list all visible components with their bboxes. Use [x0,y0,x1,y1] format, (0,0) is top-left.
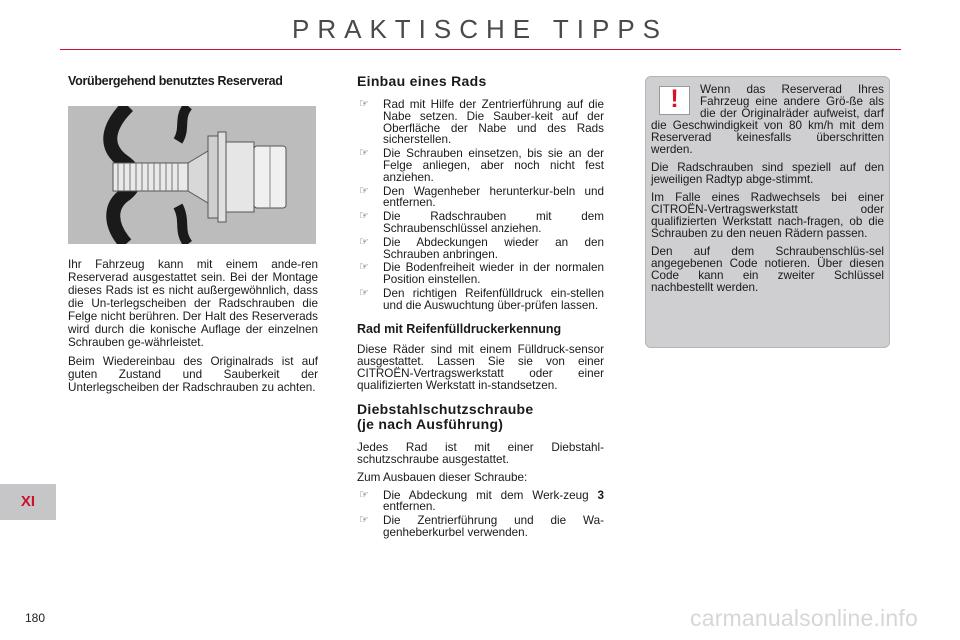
warning-paragraph: Im Falle eines Radwechsels bei einer CITROËN-Vertragswerkstatt oder qualifizierten Werkstatt nach-fragen, ob die Schrauben zu den neuen Rädern passen. [651,191,884,240]
middle-column [357,73,604,541]
list-item: ☞ Die Bodenfreiheit wieder in der normalen Position einstellen. [359,261,604,287]
anti-theft-text: Jedes Rad ist mit einer Diebstahl-schutzschraube ausgestattet. [357,440,604,466]
warning-paragraph: Den auf dem Schraubenschlüs-sel angegebenen Code notieren. Über diesen Code kann ein zweiter Schlüssel nachbestellt werden. [651,245,884,294]
pointing-hand-icon: ☞ [359,98,369,110]
spare-wheel-heading: Vorübergehend benutztes Reserverad [68,74,283,88]
pointing-hand-icon: ☞ [359,184,369,197]
list-item: ☞ Die Radschrauben mit dem Schraubenschlüssel anziehen. [359,210,604,235]
anti-theft-heading: Diebstahlschutzschraube (je nach Ausführung) [357,400,534,432]
tyre-pressure-text: Diese Räder sind mit einem Fülldruck-sensor ausgestattet. Lassen Sie sie von einer CITROËN-Vertragswerkstatt oder einer qualifizierten Werkstatt in-standsetzen. [357,342,604,392]
spare-wheel-paragraph: Ihr Fahrzeug kann mit einem ande-ren Reserverad ausgestattet sein. Bei der Montage dieses Rads ist es nicht außergewöhnlich, dass die Un-terlegscheiben der Radschrauben die Felge nicht berühren. Der Halt des Reserverads wird durch die konische Auflage der einzelnen Schrauben ge-währleistet. [68,258,318,349]
warning-box [645,76,890,348]
page-title: PRAKTISCHE TIPPS [291,14,669,44]
chapter-tab: XI [0,484,56,520]
warning-paragraph: Die Radschrauben sind speziell auf den jeweiligen Radtyp abge-stimmt. [651,161,884,186]
warning-paragraph: Wenn das Reserverad Ihres Fahrzeug eine andere Grö-ße als die der Originalräder aufweist, darf die Geschwindigkeit von 80 km/h mit dem Reserverad keinesfalls überschritten werden. [651,83,884,156]
tyre-pressure-heading: Rad mit Reifenfülldruckerkennung [357,321,562,336]
list-item: ☞ Die Zentrierführung und die Wa-genheberkurbel verwenden. [359,514,604,539]
pointing-hand-icon: ☞ [359,210,369,223]
list-item: ☞ Die Schrauben einsetzen, bis sie an der Felge anliegen, aber noch nicht fest anziehen. [359,147,604,184]
anti-theft-steps-list [357,490,604,539]
wheel-bolt-drawing [68,106,316,244]
anti-theft-intro: Zum Ausbauen dieser Schraube: [357,470,528,484]
pointing-hand-icon: ☞ [359,488,369,501]
list-item: ☞ Rad mit Hilfe der Zentrierführung auf die Nabe setzen. Die Sauber-keit auf der Oberfläche der Nabe und des Rads sicherstellen. [359,98,604,147]
pointing-hand-icon: ☞ [359,261,369,274]
install-steps-list [357,99,604,312]
title-divider [60,49,901,50]
list-item: ☞ Die Abdeckung mit dem Werk-zeug 3 entfernen. [359,488,604,514]
list-item: ☞ Den Wagenheber herunterkur-beln und entfernen. [359,184,604,210]
list-item: ☞ Den richtigen Reifenfülldruck ein-stellen und die Auswuchtung über-prüfen lassen. [359,286,604,312]
pointing-hand-icon: ☞ [359,514,369,527]
pointing-hand-icon: ☞ [359,147,369,160]
spare-wheel-paragraph: Beim Wiedereinbau des Originalrads ist auf guten Zustand und Sauberkeit der Unterlegscheiben der Radschrauben zu achten. [68,355,318,394]
install-heading: Einbau eines Rads [357,73,487,89]
warning-exclamation-icon: ! [659,86,690,115]
page-number: 180 [25,611,46,625]
left-column [68,74,318,400]
pointing-hand-icon: ☞ [359,286,369,299]
watermark: carmanualsonline.info [690,605,918,631]
pointing-hand-icon: ☞ [359,235,369,248]
list-item: ☞ Die Abdeckungen wieder an den Schrauben anbringen. [359,235,604,261]
wheel-bolt-illustration [68,106,316,244]
